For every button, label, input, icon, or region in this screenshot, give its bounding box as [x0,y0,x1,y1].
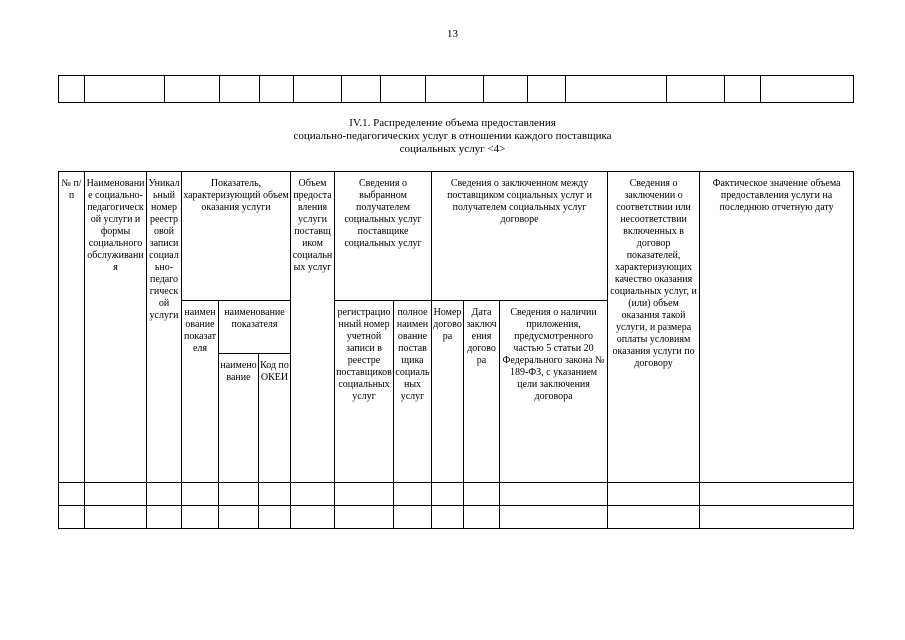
table-cell [608,506,700,529]
col-contract-num-header: Номер договора [432,301,464,483]
table-cell [464,506,500,529]
table-cell [182,483,219,506]
col-appendix-header: Сведения о наличии приложения, предусмотренного частью 5 статьи 20 Федерального закона № 189-ФЗ, с указанием цели заключения договора [500,301,608,483]
table-row [59,483,854,506]
table-cell [394,483,432,506]
table-cell [259,506,291,529]
table-cell [426,76,484,103]
col-chosen-header: Сведения о выбранном получателем социальных услуг поставщике социальных услуг [335,172,432,301]
table-cell [432,483,464,506]
continuation-table [58,75,854,103]
table-cell [725,76,761,103]
table-cell [219,506,259,529]
table-cell [59,506,85,529]
col-indicator-name-header: наименование показателя [182,301,219,483]
col-contract-header: Сведения о заключенном между поставщиком социальных услуг и получателем социальных услуг договоре [432,172,608,301]
col-fullname-header: полное наименование поставщика социальных услуг [394,301,432,483]
col-indicator-header: Показатель, характеризующий объем оказания услуги [182,172,291,301]
table-cell [165,76,220,103]
table-cell [147,506,182,529]
table-cell [432,506,464,529]
table-cell [566,76,667,103]
continuation-row [59,76,854,103]
table-cell [500,506,608,529]
table-cell [667,76,725,103]
table-cell [500,483,608,506]
table-cell [85,76,165,103]
table-cell [59,76,85,103]
col-naim-header: наименование [219,354,259,483]
col-contract-date-header: Дата заключения договора [464,301,500,483]
table-cell [219,483,259,506]
table-cell [260,76,294,103]
table-cell [464,483,500,506]
table-cell [291,483,335,506]
table-cell [291,506,335,529]
col-actual-header: Фактическое значение объема предоставления услуги на последнюю отчетную дату [700,172,854,483]
section-heading [0,117,905,156]
col-indicator-name2-header: наименование показателя [219,301,291,354]
table-cell [147,483,182,506]
table-cell [59,483,85,506]
table-cell [381,76,426,103]
table-cell [85,506,147,529]
heading-line-1: IV.1. Распределение объема предоставления [349,117,556,129]
col-unique-header: Уникальный номер реестровой записи социально-педагогической услуги [147,172,182,483]
table-cell [342,76,381,103]
table-cell [85,483,147,506]
table-cell [528,76,566,103]
table-cell [335,483,394,506]
distribution-table [58,171,854,529]
table-row [59,506,854,529]
table-cell [608,483,700,506]
header-row-1 [59,172,854,301]
table-cell [700,506,854,529]
col-conclusions-header: Сведения о заключении о соответствии или несоответствии включенных в договор показателей, характеризующих качество оказания социальных услуг, и (или) объем оказания такой услуги, и размера оплаты условиям оказания услуги по договору [608,172,700,483]
col-num-header: № п/п [59,172,85,483]
table-cell [335,506,394,529]
page-number: 13 [447,28,458,40]
table-cell [484,76,528,103]
table-cell [700,483,854,506]
col-name-header: Наименование социально-педагогической услуги и формы социального обслуживания [85,172,147,483]
table-cell [259,483,291,506]
heading-line-3: социальных услуг <4> [399,143,506,155]
col-reg-header: регистрационный номер учетной записи в реестре поставщиков социальных услуг [335,301,394,483]
table-cell [182,506,219,529]
table-cell [394,506,432,529]
table-cell [761,76,854,103]
heading-line-2: социально-педагогических услуг в отношении каждого поставщика [293,130,612,142]
table-cell [220,76,260,103]
col-volume-header: Объем предоставления услуги поставщиком социальных услуг [291,172,335,483]
col-okei-header: Код по ОКЕИ [259,354,291,483]
table-cell [294,76,342,103]
